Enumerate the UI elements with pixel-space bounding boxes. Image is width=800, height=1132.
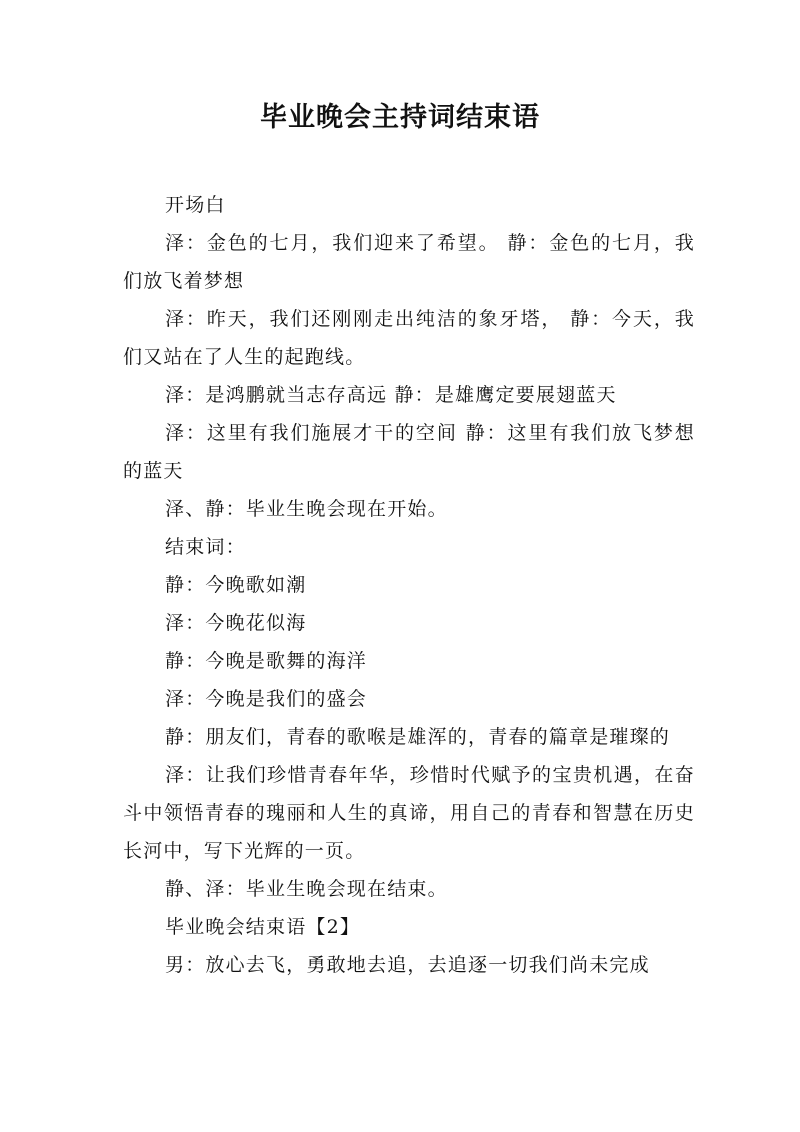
paragraph: 男：放心去飞，勇敢地去追，去追逐一切我们尚未完成 — [165, 954, 650, 976]
paragraph-opening-heading: 开场白 — [165, 194, 226, 216]
paragraph-closing-heading: 结束词： — [165, 536, 246, 558]
paragraph: 泽：这里有我们施展才干的空间 静：这里有我们放飞梦想的蓝天 — [123, 422, 695, 482]
paragraph: 泽：金色的七月，我们迎来了希望。 静：金色的七月，我们放飞着梦想 — [123, 232, 695, 292]
paragraph-section-heading: 毕业晚会结束语【2】 — [165, 916, 361, 938]
document-title: 毕业晚会主持词结束语 — [260, 102, 540, 133]
paragraph: 泽：昨天，我们还刚刚走出纯洁的象牙塔， 静：今天，我们又站在了人生的起跑线。 — [123, 308, 695, 368]
paragraph: 泽：今晚是我们的盛会 — [165, 688, 368, 710]
paragraph: 静：今晚歌如潮 — [165, 574, 307, 596]
paragraph: 静、泽：毕业生晚会现在结束。 — [165, 878, 448, 900]
paragraph: 泽：今晚花似海 — [165, 612, 307, 634]
paragraph: 泽：让我们珍惜青春年华，珍惜时代赋予的宝贵机遇，在奋斗中领悟青春的瑰丽和人生的真谛，用自己的青春和智慧在历史长河中，写下光辉的一页。 — [123, 764, 695, 862]
document-body — [123, 186, 695, 984]
paragraph: 静：朋友们，青春的歌喉是雄浑的，青春的篇章是璀璨的 — [165, 726, 671, 748]
paragraph: 静：今晚是歌舞的海洋 — [165, 650, 368, 672]
paragraph: 泽：是鸿鹏就当志存高远 静：是雄鹰定要展翅蓝天 — [165, 384, 617, 406]
paragraph: 泽、静：毕业生晚会现在开始。 — [165, 498, 448, 520]
